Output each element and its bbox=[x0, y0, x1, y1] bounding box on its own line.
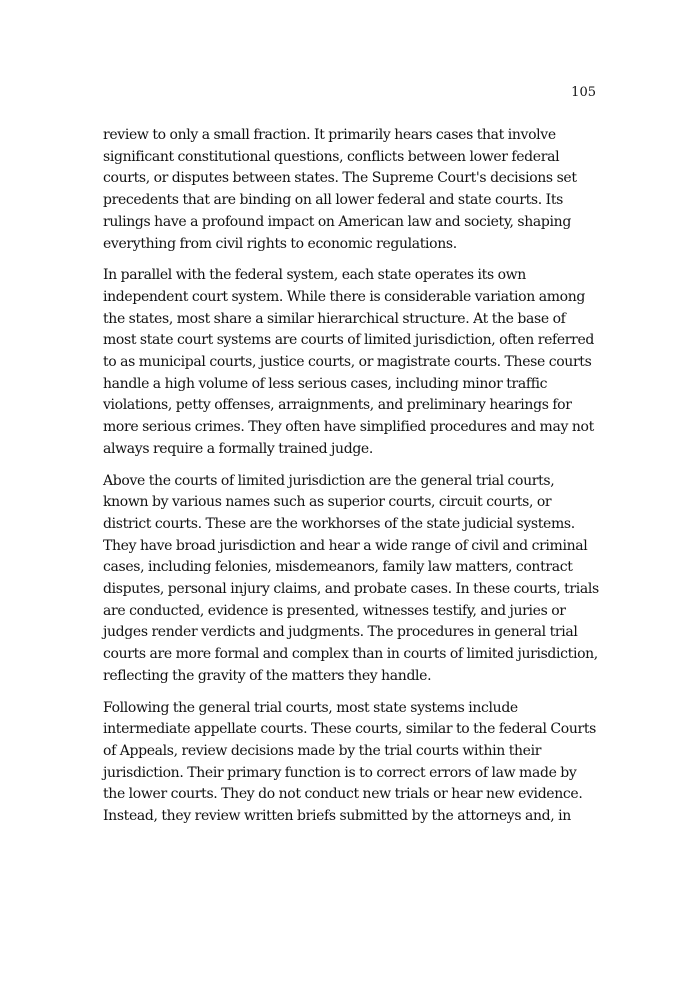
paragraph-general-trial-courts: Above the courts of limited jurisdiction are the general trial courts, known by various names such as superior courts, circuit courts, or district courts. These are the workhorses of the state judicial systems. They have broad jurisdiction and hear a wide range of civil and criminal cases, including felonies, misdemeanors, family law matters, contract disputes, personal injury claims, and probate cases. In these courts, trials are conducted, evidence is presented, witnesses testify, and juries or judges render verdicts and judgments. The procedures in general trial courts are more formal and complex than in courts of limited jurisdiction, reflecting the gravity of the matters they handle. bbox=[103, 472, 599, 684]
paragraph-supreme-court: review to only a small fraction. It primarily hears cases that involve significant constitutional questions, conflicts between lower federal courts, or disputes between states. The Supreme Court's decisions set precedents that are binding on all lower federal and state courts. Its rulings have a profound impact on American law and society, shaping everything from civil rights to economic regulations. bbox=[103, 127, 577, 252]
paragraph-state-court-systems: In parallel with the federal system, each state operates its own independent court system. While there is considerable variation among the states, most share a similar hierarchical structure. At the base of most state court systems are courts of limited jurisdiction, often referred to as municipal courts, justice courts, or magistrate courts. These courts handle a high volume of less serious cases, including minor traffic violations, petty offenses, arraignments, and preliminary hearings for more serious crimes. They often have simplified procedures and may not always require a formally trained judge. bbox=[103, 267, 594, 457]
paragraph-intermediate-appellate-courts: Following the general trial courts, most state systems include intermediate appellate courts. These courts, similar to the federal Courts of Appeals, review decisions made by the trial courts within their jurisdiction. Their primary function is to correct errors of law made by the lower courts. They do not conduct new trials or hear new evidence. Instead, they review written briefs submitted by the attorneys and, in bbox=[103, 699, 596, 825]
body-text bbox=[103, 125, 599, 838]
page-number: 105 bbox=[571, 85, 596, 100]
